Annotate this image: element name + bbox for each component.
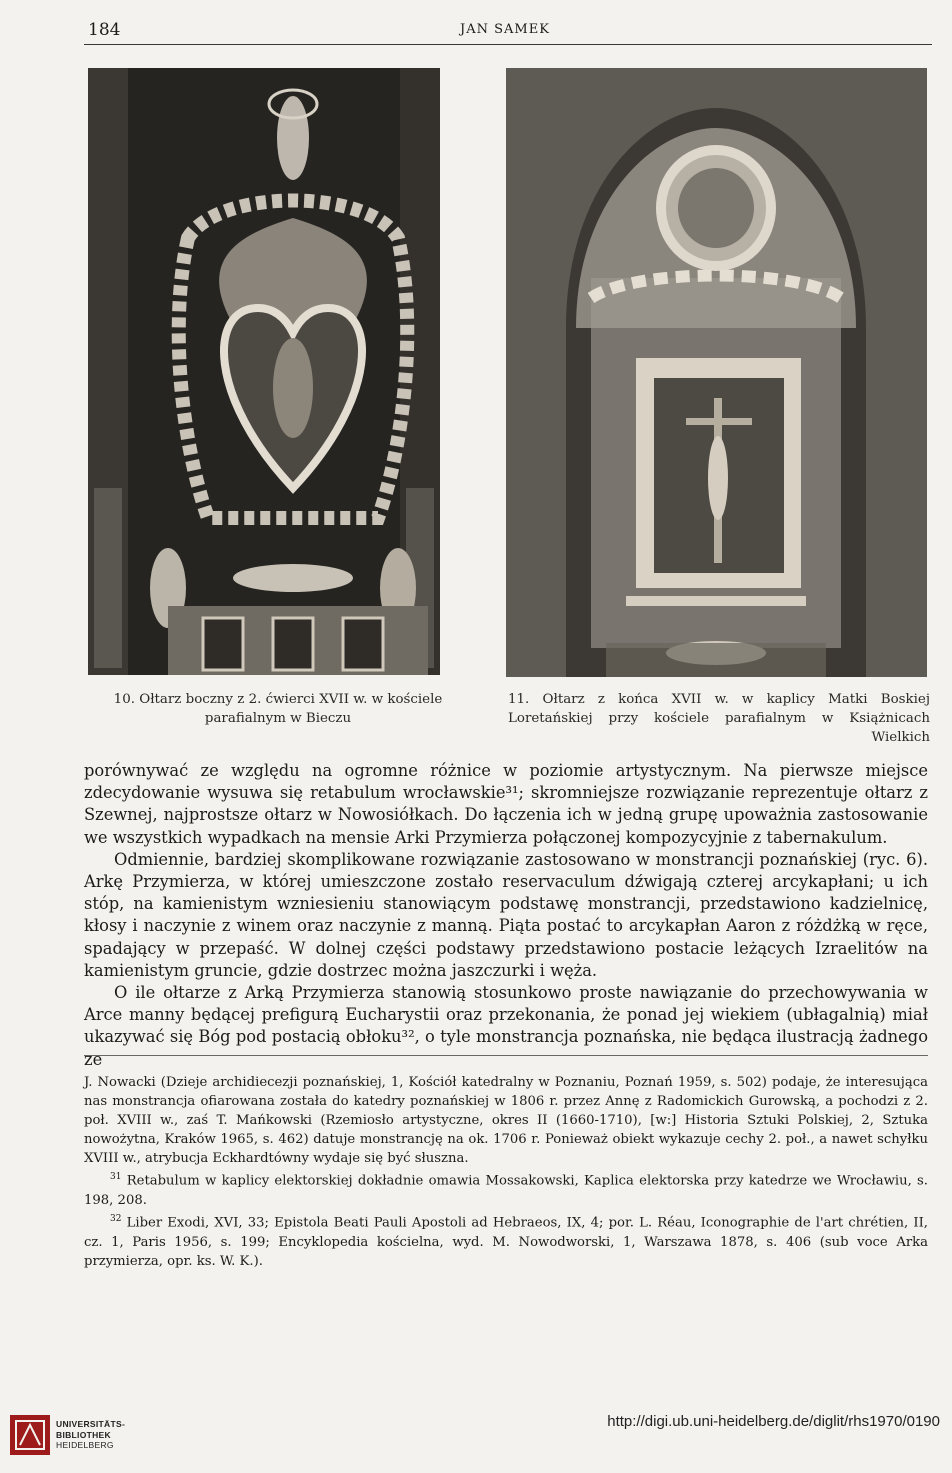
altar-bieczu-image	[88, 68, 440, 675]
header-rule	[84, 44, 932, 45]
figure-10-photo	[88, 68, 440, 675]
footnote-rule	[84, 1055, 928, 1056]
library-logo-icon	[10, 1415, 50, 1455]
figure-10-caption	[88, 690, 468, 728]
source-url-link[interactable]: http://digi.ub.uni-heidelberg.de/diglit/rhs1970/0190	[607, 1413, 940, 1430]
footnotes	[84, 1073, 928, 1271]
footnote-31	[84, 1168, 928, 1210]
footnote-32-number: 32	[110, 1214, 122, 1225]
figure-10-caption-line1: 10. Ołtarz boczny z 2. ćwierci XVII w. w kościele	[113, 692, 443, 707]
running-head: JAN SAMEK	[460, 22, 550, 37]
footnote-31-number: 31	[110, 1172, 122, 1183]
footnote-32-text: Liber Exodi, XVI, 33; Epistola Beati Pauli Apostoli ad Hebraeos, IX, 4; por. L. Réau, Iconographie de l'art chrétien, II, cz. 1, Paris 1956, s. 199; Encyklopedia kościelna, wyd. M. Nowodworski, 1, Warszawa 1878, s. 406 (sub voce Arka przymierza, opr. ks. W. K.).	[84, 1215, 928, 1269]
altar-ksiaznice-image	[506, 68, 927, 677]
logo-line-2: BIBLIOTHEK	[56, 1429, 111, 1440]
library-logo-text	[56, 1419, 125, 1451]
figure-11-photo	[506, 68, 927, 677]
paragraph-2: Odmiennie, bardziej skomplikowane rozwiązanie zastosowano w monstrancji poznańskiej (ryc. 6). Arkę Przymierza, w której umieszczone zostało reservaculum dźwigają czterej arcykapłani; u ich stóp, na kamienistym wzniesieniu stanowiącym podstawę monstrancji, przedstawiono kadzielnicę, kłosy i naczynie z winem oraz naczynie z manną. Piąta postać to arcykapłan Aaron z różdżką w ręce, spadający w przepaść. W dolnej części podstawy przedstawiono postacie leżących Izraelitów na kamienistym gruncie, gdzie dostrzec można jaszczurki i węża.	[84, 849, 928, 980]
footnote-continued: J. Nowacki (Dzieje archidiecezji poznańskiej, 1, Kościół katedralny w Poznaniu, Poznań 1959, s. 502) podaje, że interesująca nas monstrancja ofiarowana została do katedry poznańskiej w 1806 r. przez Annę z Radomickich Gurowską, a pochodzi z 2. poł. XVIII w., zaś T. Mańkowski (Rzemiosło artystyczne, okres II (1660-1710), [w:] Historia Sztuki Polskiej, 2, Sztuka nowożytna, Kraków 1965, s. 462) datuje monstrancję na ok. 1706 r. Ponieważ obiekt wykazuje cechy 2. poł., a nawet schyłku XVIII w., atrybucja Eckhardtówny wydaje się być słuszna.	[84, 1075, 928, 1167]
library-logo[interactable]	[10, 1415, 170, 1457]
figure-10-caption-line2: parafialnym w Bieczu	[204, 711, 352, 726]
logo-line-1: UNIVERSITÄTS-	[56, 1419, 126, 1429]
page-number: 184	[88, 20, 121, 40]
footnote-32	[84, 1210, 928, 1271]
figure-11-caption: 11. Ołtarz z końca XVII w. w kaplicy Matki Boskiej Loretańskiej przy kościele parafialnym w Książnicach Wielkich	[508, 692, 930, 745]
footnote-31-text: Retabulum w kaplicy elektorskiej dokładnie omawia Mossakowski, Kaplica elektorska przy katedrze we Wrocławiu, s. 198, 208.	[84, 1173, 928, 1208]
paragraph-1: porównywać ze względu na ogromne różnice w poziomie artystycznym. Na pierwsze miejsce zdecydowanie wysuwa się retabulum wrocławskie³¹; skromniejsze rozwiązanie reprezentuje ołtarz z Szewnej, najprostsze ołtarz w Nowosiółkach. Do łączenia ich w jedną grupę upoważnia zastosowanie we wszystkich wypadkach na mensie Arki Przymierza połączonej kompozycyjnie z tabernakulum.	[84, 761, 928, 847]
paragraph-3: O ile ołtarze z Arką Przymierza stanowią stosunkowo proste nawiązanie do przechowywania w Arce manny będącej prefigurą Eucharystii oraz przekonania, że ponad jej wiekiem (ubłagalnią) miał ukazywać się Bóg pod postacią obłoku³², o tyle monstrancja poznańska, nie będąca ilustracją żadnego ze	[84, 983, 928, 1069]
body-text	[84, 760, 928, 1071]
logo-line-3: HEIDELBERG	[56, 1440, 114, 1450]
